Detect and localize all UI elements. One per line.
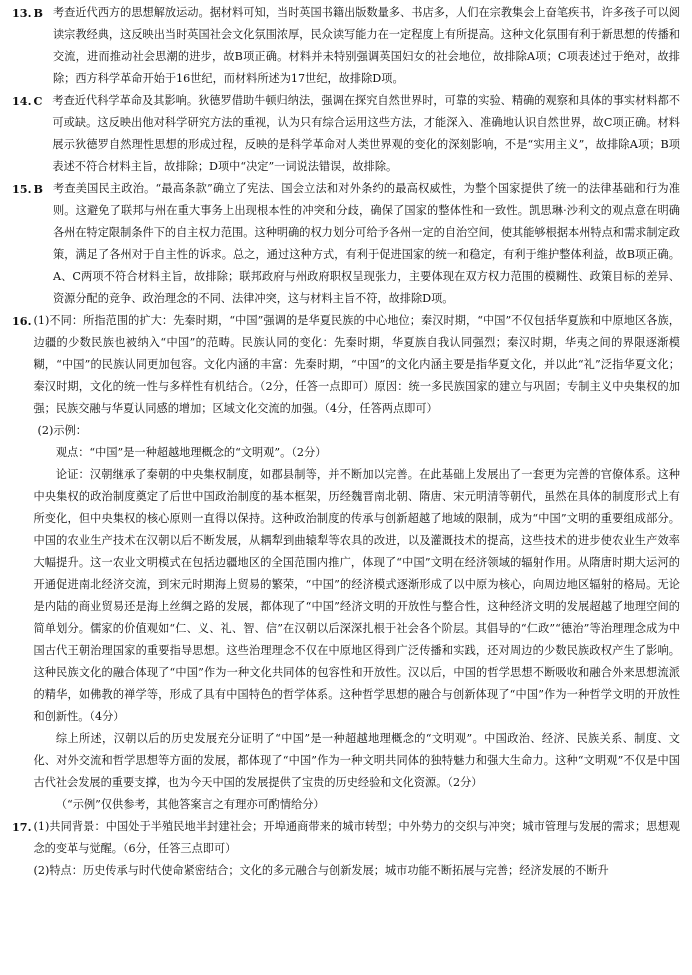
question-15 xyxy=(12,178,680,310)
question-number: 13. xyxy=(12,6,32,20)
question-17-body xyxy=(33,816,680,882)
question-explanation: 考查美国民主政治。“最高条款”确立了宪法、国会立法和对外条约的最高权威性，为整个国家提供了统一的法律基础和行为准则。这避免了联邦与州在重大事务上出现根本性的冲突和分歧，确保了国家的整体性和一致性。凯思琳·沙利文的观点意在明确各州在特定限制条件下的自主权力范围。这种明确的权力划分可给予各州一定的自治空间，使其能够根据本州特点和需求制定政策，满足了各州对于自主性的诉求。总之，通过这种方式，有利于促进国家的统一和稳定，有利于维护整体利益，故B项正确。A、C两项不符合材料主旨，故排除；联邦政府与州政府职权呈现张力，主要体现在双方权力范围的模糊性、政策目标的差异、资源分配的竞争、政治理念的不同、法律冲突，这与材料主旨不符，故排除D项。 xyxy=(52,182,680,305)
question-16 xyxy=(12,310,680,816)
q17-part2: (2)特点：历史传承与时代使命紧密结合；文化的多元融合与创新发展；城市功能不断拓展与完善；经济发展的不断升 xyxy=(33,864,609,877)
question-number: 17. xyxy=(12,820,32,834)
q16-note: （“示例”仅供参考，其他答案言之有理亦可酌情给分） xyxy=(55,798,325,811)
question-16-body xyxy=(33,310,680,816)
question-answer: B xyxy=(33,6,43,20)
question-number: 16. xyxy=(12,314,32,328)
q16-part1: (1)不同：所指范围的扩大：先秦时期，“中国”强调的是华夏民族的中心地位；秦汉时期，“中国”不仅包括华夏族和中原地区各族，边疆的少数民族也被纳入“中国”的范畴。民族认同的变化：先秦时期，华夏族自我认同强烈；秦汉时期，华夷之间的界限逐渐模糊，“中国”的民族认同更加包容。文化内涵的丰富：先秦时期，“中国”的文化内涵主要是指华夏文化，并以此“礼”泛指华夏文化；秦汉时期，文化的统一性与多样性有机结合。（2分，任答一点即可）原因：统一多民族国家的建立与巩固；专制主义中央集权的加强；民族交融与华夏认同感的增加；区域文化交流的加强。（4分，任答两点即可） xyxy=(33,314,680,415)
q16-part2-label: (2)示例： xyxy=(37,424,87,437)
q16-argument: 论证：汉朝继承了秦朝的中央集权制度，如郡县制等，并不断加以完善。在此基础上发展出了一套更为完善的官僚体系。这种中央集权的政治制度奠定了后世中国政治制度的基本框架，历经魏晋南北朝、隋唐、宋元明清等朝代，虽然在具体的制度形式上有所变化，但中央集权的核心原则一直得以保持。这种政治制度的传承与创新超越了地域的限制，成为“中国”文明的重要组成部分。中国的农业生产技术在汉朝以后不断发展，从耦犁到曲辕犁等农具的改进，以及灌溉技术的提高，这些技术的进步使农业生产效率大幅提升。这一农业文明模式在包括边疆地区的全国范围内推广，体现了“中国”文明在经济领域的辐射作用。从隋唐时期大运河的开通促进南北经济交流，到宋元时期海上贸易的繁荣，“中国”的经济模式逐渐形成了以中原为核心，向周边地区辐射的格局。无论是内陆的商业贸易还是海上丝绸之路的发展，都体现了“中国”经济文明的开放性与整合性，这种经济文明的发展超越了地理空间的简单划分。儒家的价值观如“仁、义、礼、智、信”在汉朝以后深深扎根于社会各个阶层。其倡导的“仁政”“德治”等治理理念成为中国古代王朝治理国家的重要指导思想。这些治理理念不仅在中原地区得到广泛传播和实践，还对周边的少数民族政权产生了影响。这种民族文化的融合体现了“中国”作为一种文化共同体的包容性和开放性。汉以后，中国的哲学思想不断吸收和融合外来思想流派的精华，如佛教的禅学等，形成了具有中国特色的哲学体系。这种哲学思想的融合与创新体现了“中国”作为一种哲学文明的开放性和创新性。（4分） xyxy=(33,468,680,723)
question-explanation: 考查近代西方的思想解放运动。据材料可知，当时英国书籍出版数量多、书店多，人们在宗教集会上奋笔疾书，许多孩子可以阅读宗教经典，这反映出当时英国社会文化氛围浓厚，民众读写能力在一定程度上有所提高。这种文化氛围有利于新思想的传播和交流，进而推动社会思潮的进步，故B项正确。材料并未特别强调英国妇女的社会地位，故排除A项；C项表述过于绝对，故排除；西方科学革命开始于16世纪，而材料所述为17世纪，故排除D项。 xyxy=(52,6,680,85)
q16-summary: 综上所述，汉朝以后的历史发展充分证明了“中国”是一种超越地理概念的“文明观”。中国政治、经济、民族关系、制度、文化、对外交流和哲学思想等方面的发展，都体现了“中国”作为一种文明共同体的独特魅力和强大生命力。这种“文明观”不仅是中国古代社会发展的重要支撑，也为今天中国的发展提供了宝贵的历史经验和文化资源。（2分） xyxy=(33,732,680,789)
question-answer: C xyxy=(33,94,43,108)
q17-part1: (1)共同背景：中国处于半殖民地半封建社会；开埠通商带来的城市转型；中外势力的交织与冲突；城市管理与发展的需求；思想观念的变革与觉醒。（6分，任答三点即可） xyxy=(33,820,680,855)
question-17 xyxy=(12,816,680,882)
question-number: 14. xyxy=(12,94,32,108)
question-number: 15. xyxy=(12,182,32,196)
question-explanation: 考查近代科学革命及其影响。狄德罗借助牛顿归纳法，强调在探究自然世界时，可靠的实验、精确的观察和具体的事实材料都不可或缺。这反映出他对科学研究方法的重视，认为只有综合运用这些方法，才能深入、准确地认识自然世界，故C项正确。材料展示狄德罗自然理性思想的形成过程，反映的是科学革命对人类世界观的变化的深刻影响，不是“实用主义”，故排除A项；B项表述不符合材料主旨，故排除；D项中“决定”一词说法错误，故排除。 xyxy=(52,94,680,173)
question-answer: B xyxy=(33,182,43,196)
q16-viewpoint: 观点：“中国”是一种超越地理概念的“文明观”。（2分） xyxy=(55,446,327,459)
question-14 xyxy=(12,90,680,178)
question-13 xyxy=(12,2,680,90)
